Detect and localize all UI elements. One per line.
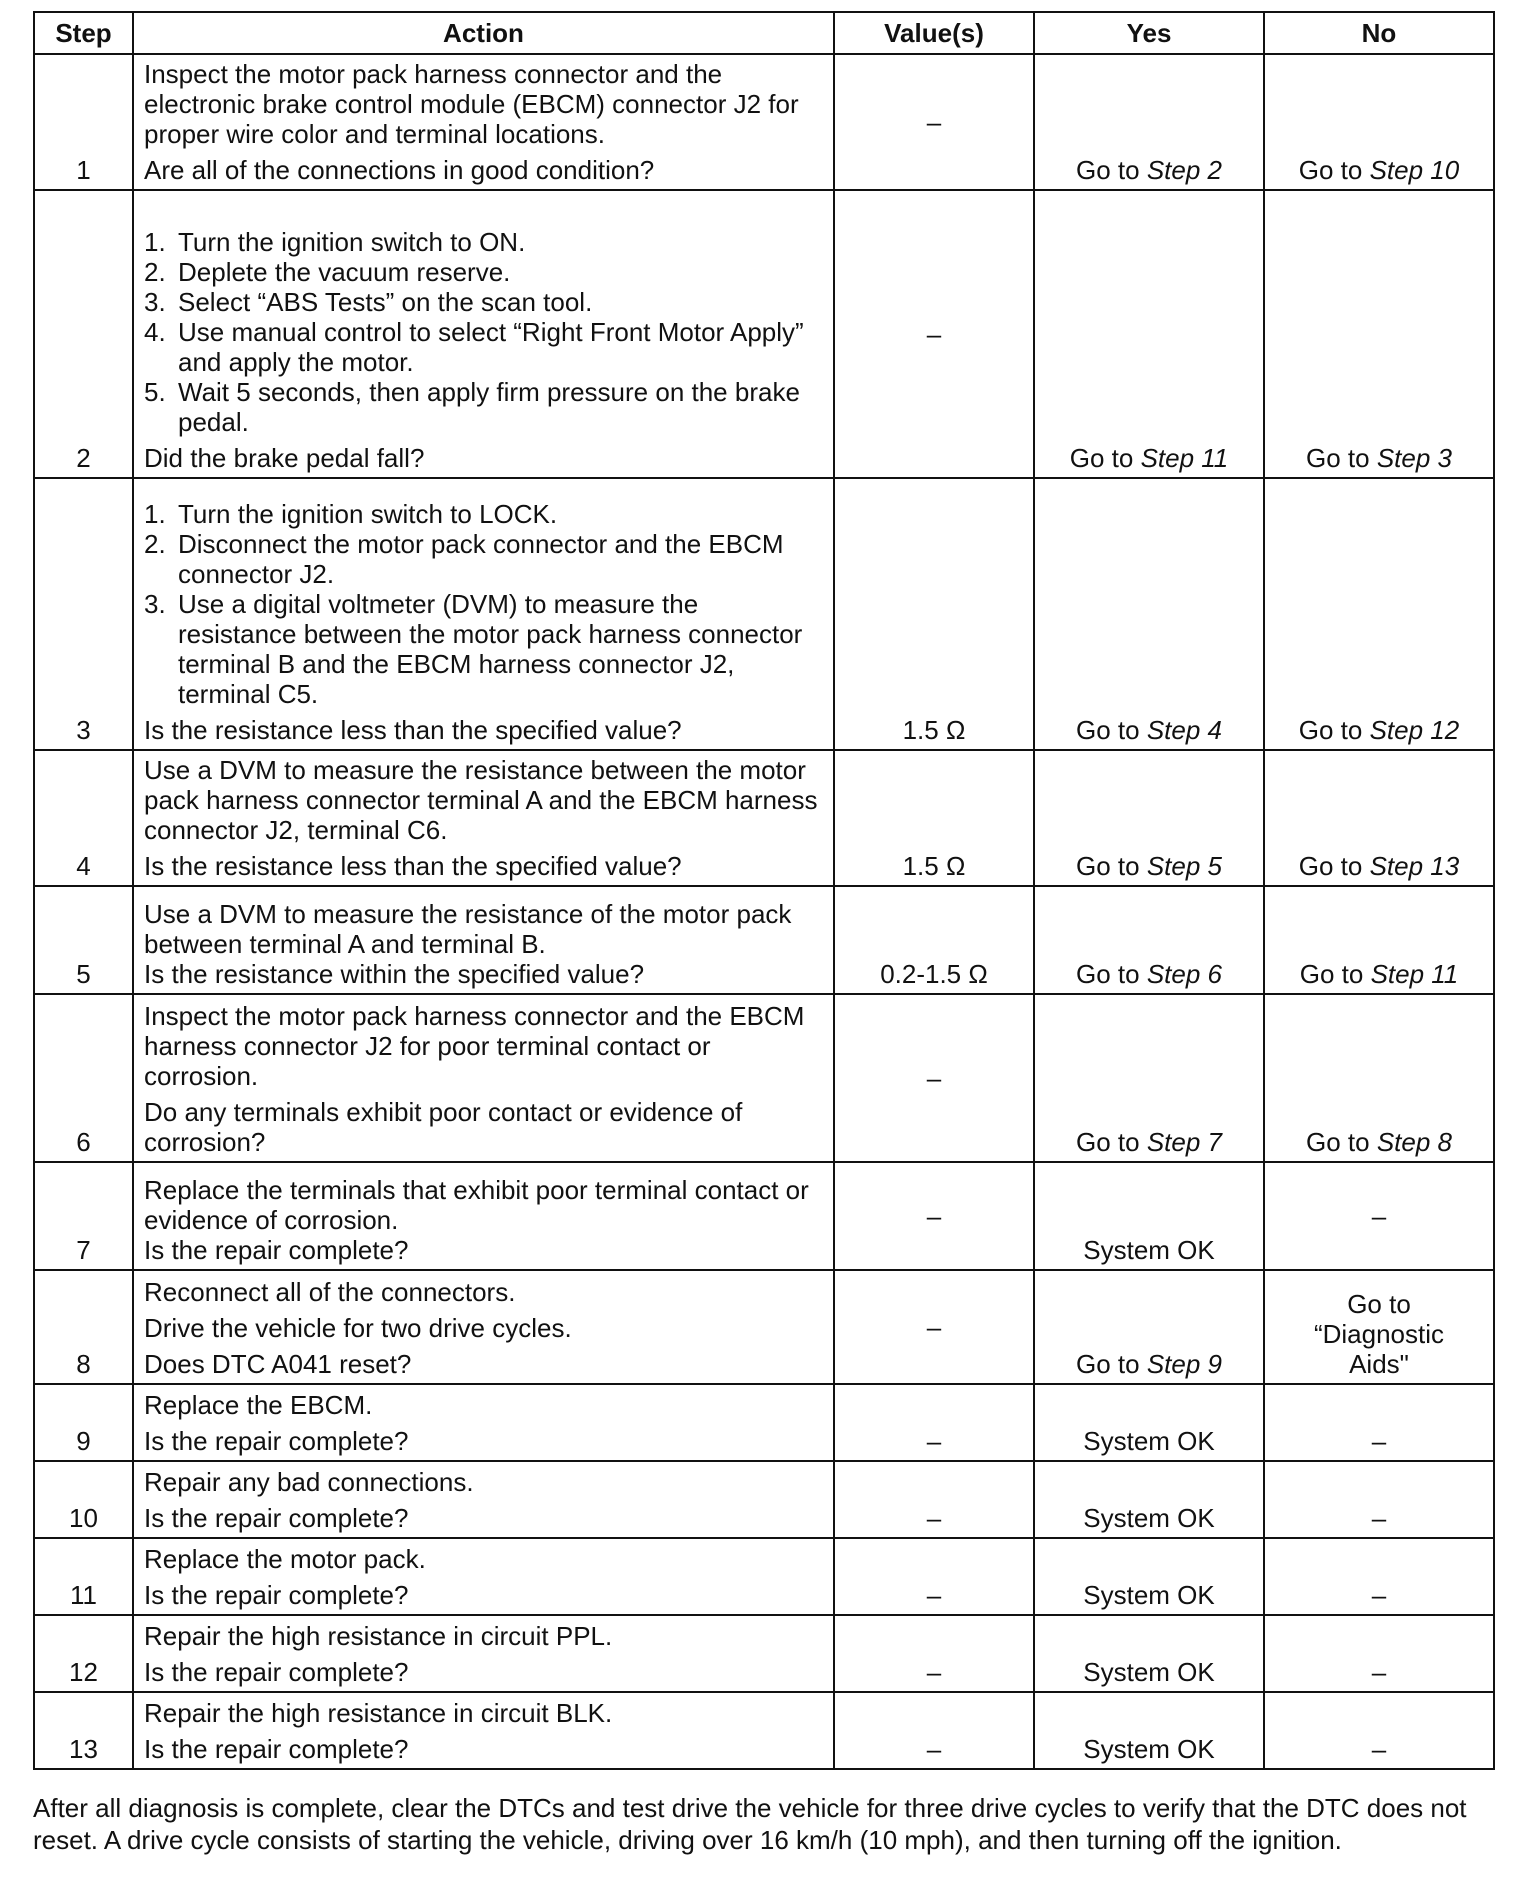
action-question: Is the repair complete?	[144, 1503, 409, 1533]
action-question: Is the repair complete?	[144, 1657, 409, 1687]
table-row	[34, 54, 1494, 190]
yes-step-ref: Step 11	[1140, 443, 1229, 473]
table-row	[34, 478, 1494, 750]
action-line: Reconnect all of the connectors.	[144, 1277, 516, 1307]
header-action: Action	[133, 12, 834, 54]
action-question: Did the brake pedal fall?	[144, 443, 425, 473]
action-item	[144, 589, 823, 709]
action-cell	[133, 1384, 834, 1461]
footer-note: After all diagnosis is complete, clear the DTCs and test drive the vehicle for three drive cycles to verify that the DTC does not reset. A drive cycle consists of starting the vehicle, driving over 16 km/h (10 mph), and then turning off the ignition.	[33, 1793, 1467, 1855]
no-step-ref: Step 11	[1370, 959, 1459, 989]
no-cell	[1264, 54, 1494, 190]
yes-step-ref: Step 7	[1146, 1127, 1222, 1157]
no-cell	[1264, 994, 1494, 1162]
yes-cell	[1034, 1270, 1264, 1384]
item-text: Disconnect the motor pack connector and the EBCM connector J2.	[178, 529, 784, 589]
item-number: 2.	[144, 529, 166, 559]
yes-step-ref: Step 6	[1146, 959, 1222, 989]
action-question: Is the resistance less than the specified value?	[144, 715, 682, 745]
action-text: Inspect the motor pack harness connector and the electronic brake control module (EBCM) connector J2 for proper wire color and terminal locations.	[144, 59, 799, 149]
action-text: Repair any bad connections.	[144, 1467, 474, 1497]
goto-prefix: Go to	[1076, 1349, 1147, 1379]
step-number: 13	[34, 1692, 133, 1769]
step-number: 10	[34, 1461, 133, 1538]
action-item	[144, 529, 823, 589]
yes-cell: System OK	[1034, 1384, 1264, 1461]
yes-cell: System OK	[1034, 1615, 1264, 1692]
value-cell: 1.5 Ω	[834, 478, 1034, 750]
action-question: Are all of the connections in good condition?	[144, 155, 655, 185]
goto-prefix: Go to	[1306, 443, 1377, 473]
step-number: 2	[34, 190, 133, 478]
yes-cell	[1034, 54, 1264, 190]
goto-prefix: Go to	[1298, 715, 1370, 745]
value-cell: –	[834, 1692, 1034, 1769]
value-cell: –	[834, 1538, 1034, 1615]
action-item	[144, 317, 823, 377]
yes-cell	[1034, 886, 1264, 994]
action-question: Is the repair complete?	[144, 1734, 409, 1764]
goto-prefix: Go to	[1076, 1127, 1147, 1157]
header-step: Step	[34, 12, 133, 54]
table-row	[34, 886, 1494, 994]
step-number: 7	[34, 1162, 133, 1270]
yes-step-ref: Step 5	[1146, 851, 1222, 881]
action-text: Replace the EBCM.	[144, 1390, 373, 1420]
value-cell: –	[834, 54, 1034, 190]
goto-prefix: Go to	[1299, 959, 1371, 989]
table-row	[34, 1270, 1494, 1384]
action-item	[144, 287, 823, 317]
goto-prefix: Go to	[1298, 155, 1370, 185]
action-question: Is the repair complete?	[144, 1580, 409, 1610]
action-cell	[133, 1692, 834, 1769]
yes-step-ref: Step 9	[1146, 1349, 1222, 1379]
step-number: 8	[34, 1270, 133, 1384]
action-text: Replace the terminals that exhibit poor terminal contact or evidence of corrosion.	[144, 1175, 809, 1235]
yes-cell	[1034, 750, 1264, 886]
item-text: Use a digital voltmeter (DVM) to measure the resistance between the motor pack harness connector terminal B and the EBCM harness connector J2, terminal C5.	[178, 589, 803, 709]
table-row	[34, 1692, 1494, 1769]
diagnostic-table	[33, 11, 1495, 1770]
header-yes: Yes	[1034, 12, 1264, 54]
value-cell: 1.5 Ω	[834, 750, 1034, 886]
action-item	[144, 257, 823, 287]
item-number: 2.	[144, 257, 166, 287]
action-text: Use a DVM to measure the resistance of the motor pack between terminal A and terminal B.	[144, 899, 792, 959]
value-cell: 0.2-1.5 Ω	[834, 886, 1034, 994]
no-step-ref: Step 8	[1376, 1127, 1452, 1157]
action-cell	[133, 886, 834, 994]
goto-prefix: Go to	[1076, 715, 1147, 745]
action-cell	[133, 750, 834, 886]
table-row	[34, 190, 1494, 478]
no-cell: –	[1264, 1615, 1494, 1692]
step-number: 3	[34, 478, 133, 750]
no-cell: –	[1264, 1692, 1494, 1769]
yes-cell	[1034, 994, 1264, 1162]
no-cell: –	[1264, 1162, 1494, 1270]
no-cell: Go to “Diagnostic Aids"	[1264, 1270, 1494, 1384]
yes-step-ref: Step 2	[1146, 155, 1222, 185]
goto-prefix: Go to	[1298, 851, 1370, 881]
yes-cell: System OK	[1034, 1461, 1264, 1538]
no-step-ref: Step 10	[1369, 155, 1460, 185]
item-number: 3.	[144, 589, 166, 619]
value-cell: –	[834, 1615, 1034, 1692]
step-number: 9	[34, 1384, 133, 1461]
yes-cell	[1034, 478, 1264, 750]
item-number: 5.	[144, 377, 166, 407]
item-number: 1.	[144, 227, 166, 257]
action-cell	[133, 1538, 834, 1615]
table-row	[34, 1162, 1494, 1270]
header-values: Value(s)	[834, 12, 1034, 54]
no-step-ref: Step 12	[1369, 715, 1460, 745]
item-text: Use manual control to select “Right Front Motor Apply” and apply the motor.	[178, 317, 804, 377]
action-text: Use a DVM to measure the resistance between the motor pack harness connector terminal A and the EBCM harness connector J2, terminal C6.	[144, 755, 818, 845]
goto-prefix: Go to	[1076, 959, 1147, 989]
yes-cell	[1034, 190, 1264, 478]
header-no: No	[1264, 12, 1494, 54]
table-row	[34, 1461, 1494, 1538]
no-cell: –	[1264, 1538, 1494, 1615]
action-line: Drive the vehicle for two drive cycles.	[144, 1313, 572, 1343]
item-number: 1.	[144, 499, 166, 529]
action-text: Inspect the motor pack harness connector and the EBCM harness connector J2 for poor terminal contact or corrosion.	[144, 1001, 805, 1091]
item-number: 3.	[144, 287, 166, 317]
table-row	[34, 1615, 1494, 1692]
item-text: Wait 5 seconds, then apply firm pressure on the brake pedal.	[178, 377, 800, 437]
no-cell	[1264, 750, 1494, 886]
action-text: Repair the high resistance in circuit PPL.	[144, 1621, 613, 1651]
value-cell: –	[834, 190, 1034, 478]
step-number: 5	[34, 886, 133, 994]
step-number: 6	[34, 994, 133, 1162]
action-question: Is the resistance less than the specified value?	[144, 851, 682, 881]
action-question: Is the resistance within the specified value?	[144, 959, 645, 989]
item-number: 4.	[144, 317, 166, 347]
action-cell	[133, 1461, 834, 1538]
action-item	[144, 227, 823, 257]
no-cell: –	[1264, 1384, 1494, 1461]
item-text: Turn the ignition switch to LOCK.	[178, 499, 558, 529]
yes-cell: System OK	[1034, 1162, 1264, 1270]
value-cell: –	[834, 994, 1034, 1162]
item-text: Select “ABS Tests” on the scan tool.	[178, 287, 593, 317]
table-row	[34, 1384, 1494, 1461]
table-header-row	[34, 12, 1494, 54]
step-number: 12	[34, 1615, 133, 1692]
action-cell	[133, 190, 834, 478]
item-text: Deplete the vacuum reserve.	[178, 257, 511, 287]
value-cell: –	[834, 1270, 1034, 1384]
item-text: Turn the ignition switch to ON.	[178, 227, 526, 257]
goto-prefix: Go to	[1069, 443, 1141, 473]
action-question: Is the repair complete?	[144, 1426, 409, 1456]
goto-prefix: Go to	[1306, 1127, 1377, 1157]
action-cell	[133, 1162, 834, 1270]
action-cell	[133, 994, 834, 1162]
yes-step-ref: Step 4	[1146, 715, 1222, 745]
action-question: Does DTC A041 reset?	[144, 1349, 412, 1379]
step-number: 4	[34, 750, 133, 886]
no-cell	[1264, 478, 1494, 750]
goto-prefix: Go to	[1076, 851, 1147, 881]
action-cell	[133, 478, 834, 750]
no-step-ref: Step 13	[1369, 851, 1460, 881]
action-question: Do any terminals exhibit poor contact or evidence of corrosion?	[144, 1097, 743, 1157]
no-cell	[1264, 190, 1494, 478]
action-text: Repair the high resistance in circuit BLK.	[144, 1698, 613, 1728]
table-row	[34, 1538, 1494, 1615]
table-row	[34, 750, 1494, 886]
action-text: Replace the motor pack.	[144, 1544, 426, 1574]
step-number: 11	[34, 1538, 133, 1615]
value-cell: –	[834, 1162, 1034, 1270]
action-cell	[133, 1615, 834, 1692]
yes-cell: System OK	[1034, 1538, 1264, 1615]
yes-cell: System OK	[1034, 1692, 1264, 1769]
action-item	[144, 499, 823, 529]
value-cell: –	[834, 1461, 1034, 1538]
action-cell	[133, 54, 834, 190]
value-cell: –	[834, 1384, 1034, 1461]
table-row	[34, 994, 1494, 1162]
goto-prefix: Go to	[1076, 155, 1147, 185]
action-question: Is the repair complete?	[144, 1235, 409, 1265]
no-step-ref: Step 3	[1376, 443, 1452, 473]
action-cell	[133, 1270, 834, 1384]
action-item	[144, 377, 823, 437]
no-cell: –	[1264, 1461, 1494, 1538]
step-number: 1	[34, 54, 133, 190]
no-cell	[1264, 886, 1494, 994]
